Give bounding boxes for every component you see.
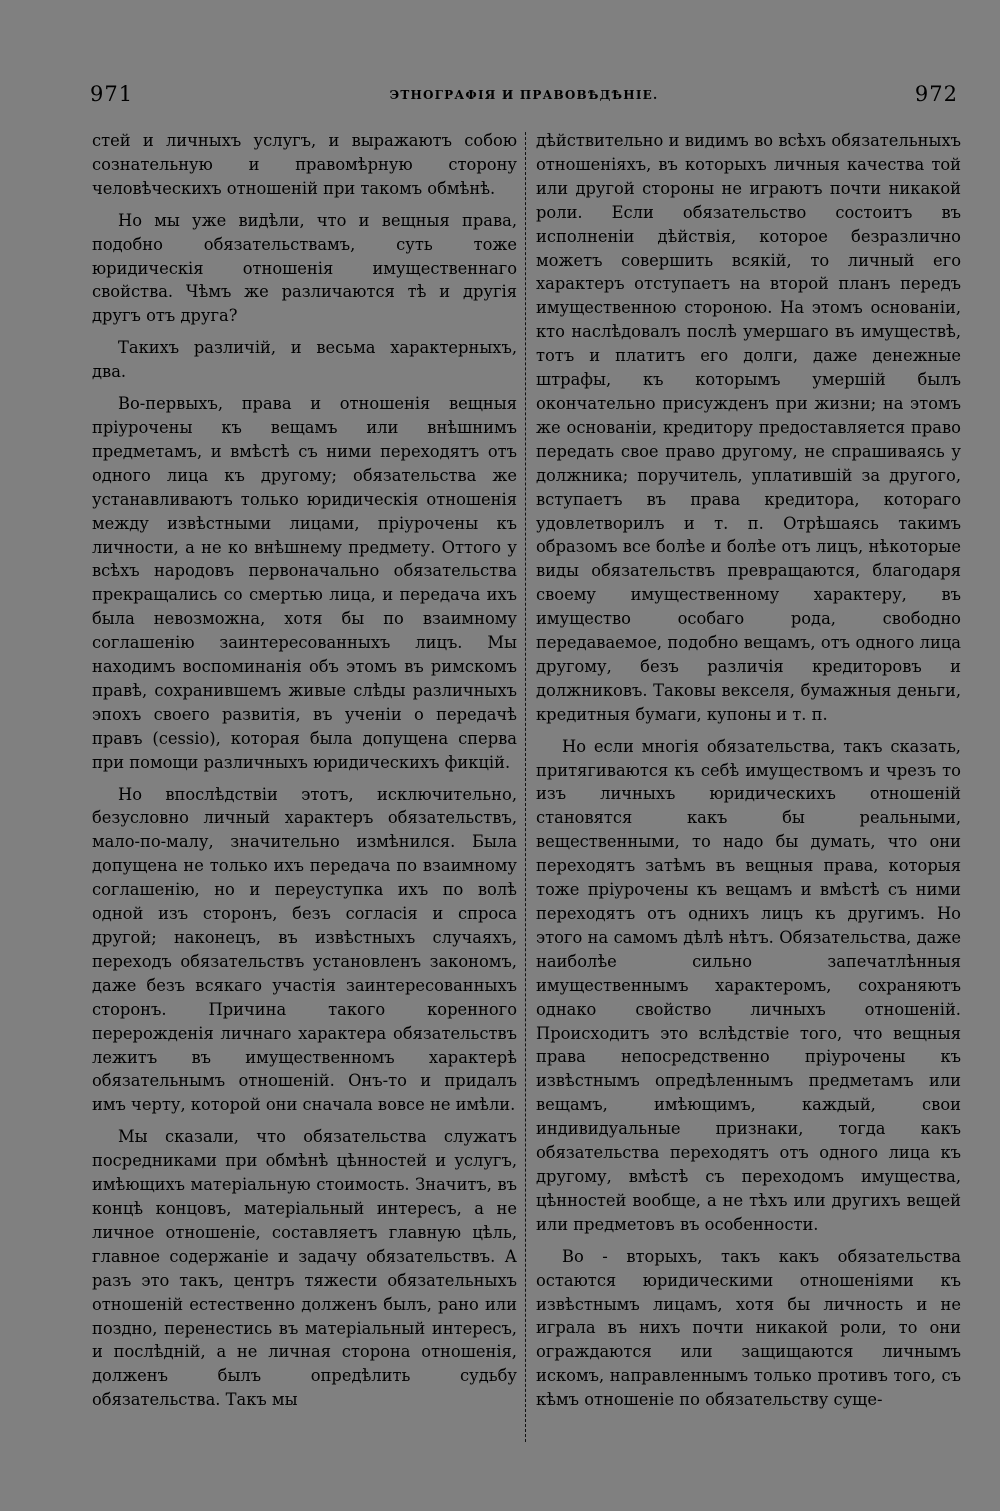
paragraph: дѣйствительно и видимъ во всѣхъ обязательныхъ отношеніяхъ, въ которыхъ личныя качества той или другой стороны не играютъ почти никакой роли. Если обязательство состоитъ въ исполненіи дѣйствія, которое безразлично можетъ совершить всякій, то личный его характеръ отступаетъ на второй планъ передъ имущественною стороною. На этомъ основаніи, кто наслѣдовалъ послѣ умершаго въ имуществѣ, тотъ и платитъ его долги, даже денежные штрафы, къ которымъ умершій былъ окончательно присужденъ при жизни; на этомъ же основаніи, кредитору предоставляется право передать свое право другому, не спрашиваясь у должника; поручитель, уплатившій за другого, вступаетъ въ права кредитора, котораго удовлетворилъ и т. п. Отрѣшаясь такимъ образомъ все болѣе и болѣе отъ лицъ, нѣкоторые виды обязательствъ превращаются, благодаря своему имущественному характеру, въ имущество особаго рода, свободно передаваемое, подобно вещамъ, отъ одного лица другому, безъ различія кредиторовъ и должниковъ. Таковы векселя, бумажныя деньги, кредитныя бумаги, купоны и т. п. [536,131,961,724]
paragraph: стей и личныхъ услугъ, и выражаютъ собою сознательную и правомѣрную сторону человѣческихъ отношеній при такомъ обмѣнѣ. [92,131,517,198]
left-column [92,129,517,1420]
paragraph: Но мы уже видѣли, что и вещныя права, подобно обязательствамъ, суть тоже юридическія отношенія имущественнаго свойства. Чѣмъ же различаются тѣ и другія другъ отъ друга? [92,210,517,326]
paragraph: Во-первыхъ, права и отношенія вещныя пріурочены къ вещамъ или внѣшнимъ предметамъ, и вмѣстѣ съ ними переходятъ отъ одного лица къ другому; обязательства же устанавливаютъ только юридическія отношенія между извѣстными лицами, пріурочены къ личности, а не ко внѣшнему предмету. Оттого у всѣхъ народовъ первоначально обязательства прекращались со смертью лица, и передача ихъ была невозможна, хотя бы по взаимному соглашенію заинтересованныхъ лицъ. Мы находимъ воспоминанія объ этомъ въ римскомъ правѣ, сохранившемъ живые слѣды различныхъ эпохъ своего развитія, въ ученіи о передачѣ правъ (cessio), которая была допущена сперва при помощи различныхъ юридическихъ фикцій. [92,394,517,772]
right-column [536,129,961,1420]
page-header [90,82,958,112]
paragraph: Мы сказали, что обязательства служатъ посредниками при обмѣнѣ цѣнностей и услугъ, имѣющихъ матеріальную стоимость. Значитъ, въ концѣ концовъ, матеріальный интересъ, а не личное отношеніе, составляетъ главную цѣль, главное содержаніе и задачу обязательствъ. А разъ это такъ, центръ тяжести обязательныхъ отношеній естественно долженъ былъ, рано или поздно, перенестись въ матеріальный интересъ, и послѣдній, а не личная сторона отношенія, долженъ былъ опредѣлить судьбу обязательства. Такъ мы [92,1127,517,1410]
paragraph: Но если многія обязательства, такъ сказать, притягиваются къ себѣ имуществомъ и чрезъ то изъ личныхъ юридическихъ отношеній становятся какъ бы реальными, вещественными, то надо бы думать, что они переходятъ затѣмъ въ вещныя права, которыя тоже пріурочены къ вещамъ и вмѣстѣ съ ними переходятъ отъ однихъ лицъ къ другимъ. Но этого на самомъ дѣлѣ нѣтъ. Обязательства, даже наиболѣе сильно запечатлѣнныя имущественнымъ характеромъ, сохраняютъ однако свойство личныхъ отношеній. Происходитъ это вслѣдствіе того, что вещныя права непосредственно пріурочены къ извѣстнымъ опредѣленнымъ предметамъ или вещамъ, имѣющимъ, каждый, свои индивидуальные признаки, тогда какъ обязательства переходятъ отъ одного лица къ другому, вмѣстѣ съ переходомъ имущества, цѣнностей вообще, а не тѣхъ или другихъ вещей или предметовъ въ особенности. [536,736,961,1234]
page-number-left: 971 [90,82,134,106]
paragraph: Во - вторыхъ, такъ какъ обязательства остаются юридическими отношеніями къ извѣстнымъ лицамъ, хотя бы личность и не играла въ нихъ почти никакой роли, то они ограждаются или защищаются личнымъ искомъ, направленнымъ только противъ того, съ кѣмъ отношеніе по обязательству суще- [536,1246,961,1410]
paragraph: Но впослѣдствіи этотъ, исключительно, безусловно личный характеръ обязательствъ, мало-по-малу, значительно измѣнился. Была допущена не только ихъ передача по взаимному соглашенію, но и переуступка ихъ по волѣ одной изъ сторонъ, безъ согласія и спроса другой; наконецъ, въ извѣстныхъ случаяхъ, переходъ обязательствъ установленъ закономъ, даже безъ всякаго участія заинтересованныхъ сторонъ. Причина такого коренного перерожденія личнаго характера обязательствъ лежитъ въ имущественномъ характерѣ обязательнымъ отношеній. Онъ-то и придалъ имъ черту, которой они сначала вовсе не имѣли. [92,784,517,1115]
running-title: ЭТНОГРАФІЯ И ПРАВОВѢДѢНІЕ. [389,88,659,102]
page-number-right: 972 [914,82,958,106]
column-divider [525,132,526,1442]
paragraph: Такихъ различій, и весьма характерныхъ, два. [92,338,517,382]
